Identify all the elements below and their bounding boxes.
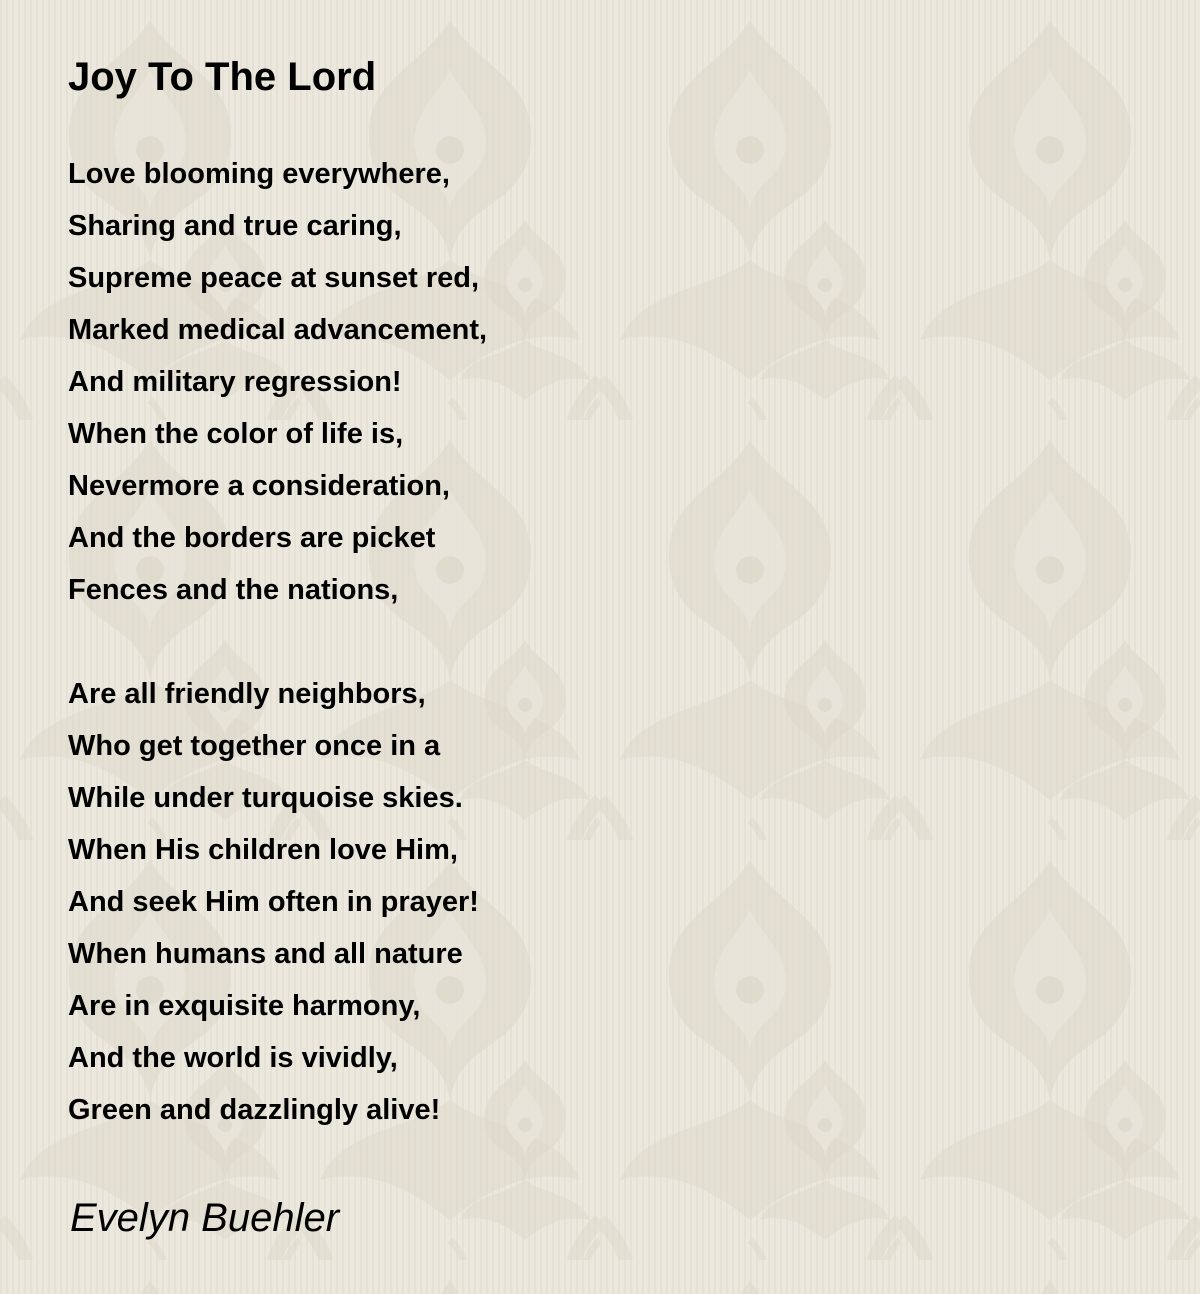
poem-line: And military regression! [68,366,402,398]
poem-line: When His children love Him, [68,834,458,866]
stanza-1 [68,148,487,616]
poem-line: Green and dazzlingly alive! [68,1094,441,1126]
poem-author: Evelyn Buehler [70,1196,340,1240]
poem-line: Fences and the nations, [68,574,399,606]
poem-line: Sharing and true caring, [68,210,402,242]
poem-line: Who get together once in a [68,730,441,762]
poem-title: Joy To The Lord [68,55,377,99]
poem-line: And the borders are picket [68,522,436,554]
poem-line: Are in exquisite harmony, [68,990,421,1022]
poem-line: And seek Him often in prayer! [68,886,479,918]
poem-line: Love blooming everywhere, [68,158,450,190]
poem-line: Supreme peace at sunset red, [68,262,479,294]
poem-line: Marked medical advancement, [68,314,488,346]
poem-line: When the color of life is, [68,418,404,450]
poem-line: Are all friendly neighbors, [68,678,426,710]
poem-line: While under turquoise skies. [68,782,463,814]
poem-line: When humans and all nature [68,938,463,970]
poem-line: And the world is vividly, [68,1042,398,1074]
stanza-2 [68,668,479,1136]
poem-line: Nevermore a consideration, [68,470,450,502]
